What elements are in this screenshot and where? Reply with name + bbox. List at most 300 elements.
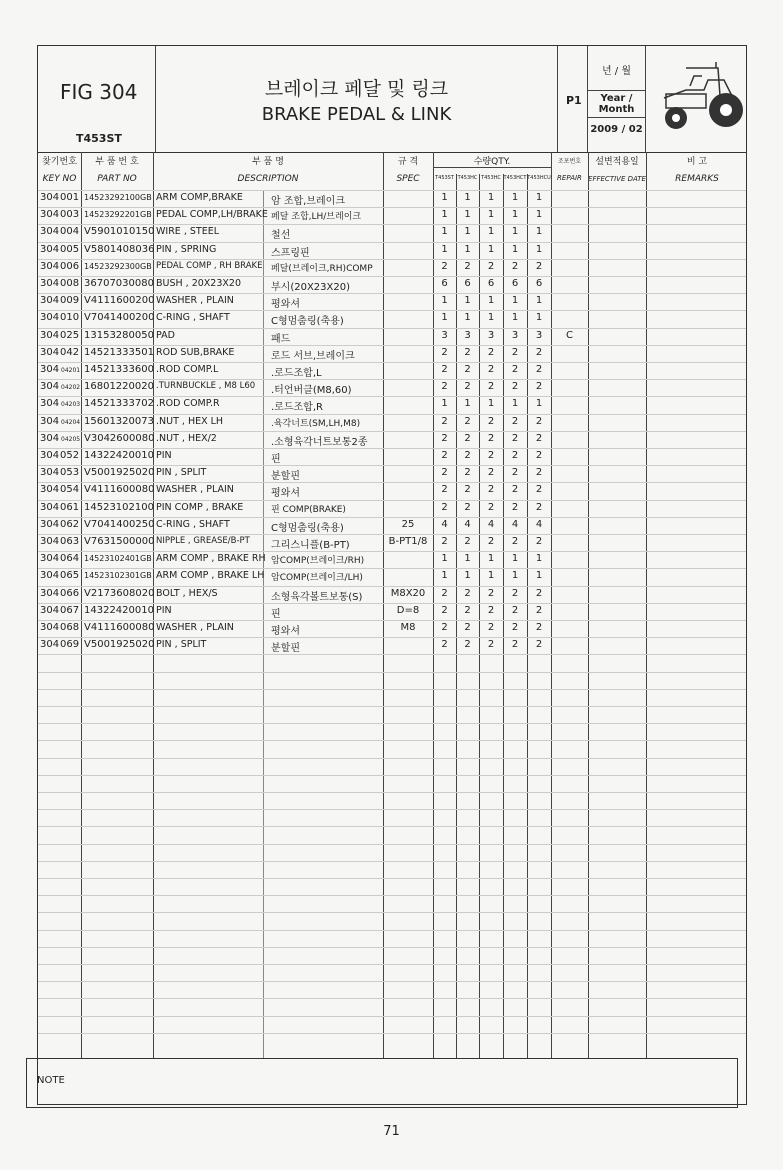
col-remarks-ko: 비 고 [686,157,708,167]
spec-cell: M8X20 [390,587,426,599]
description-cell: WASHER , PLAIN [156,622,234,633]
page-code-box [558,46,588,152]
part-no-cell: V4111600200 [84,295,155,307]
col-key-ko: 찾기번호 [42,157,77,167]
qty-cell: 3 [464,329,471,341]
qty-cell: 2 [511,415,519,427]
part-no-cell: V3042600080 [84,432,155,444]
col-qty-4: T453HCT [503,175,527,181]
fig-box [38,46,156,152]
description-cell: .TURNBUCKLE , M8 L60 [156,381,256,392]
qty-cell: 2 [464,622,471,633]
qty-cell: 4 [441,518,448,530]
fig-number: FIG 304 [60,80,138,104]
key-cell: 008 [60,278,80,289]
qty-cell: 2 [464,484,471,496]
qty-cell: 4 [464,518,471,530]
qty-cell: 1 [511,226,519,238]
qty-cell: 1 [511,295,519,307]
qty-cell: 2 [535,587,543,599]
qty-cell: 1 [511,192,519,203]
qty-cell: 1 [511,398,519,410]
key-cell: 064 [60,553,80,565]
issue-date: 2009 / 02 [590,124,643,135]
table-row [38,568,746,585]
fig-cell: 304 [40,639,60,651]
table-row [38,414,746,431]
description-cell: WASHER , PLAIN [156,484,234,496]
qty-cell: 2 [535,450,543,461]
table-row [38,448,746,465]
table-row [38,207,746,224]
description-cell: PIN [156,450,172,461]
tractor-icon [646,46,748,152]
key-cell: 052 [60,450,80,461]
table-row [38,517,746,534]
korean-name-cell: 평와셔 [271,299,300,311]
fig-cell: 304 [40,364,60,375]
qty-cell: 1 [464,226,471,238]
description-cell: ROD SUB,BRAKE [156,346,235,358]
part-no-cell: 14523292300GB [84,261,152,271]
table-row [38,328,746,345]
table-row [38,500,746,517]
qty-cell: 2 [511,467,519,479]
spec-cell: M8 [400,622,416,633]
korean-name-cell: 핀 COMP(BRAKE) [271,504,346,515]
qty-cell: 2 [535,639,543,651]
qty-cell: 2 [441,622,448,633]
qty-cell: 2 [464,450,471,461]
description-cell: PIN COMP , BRAKE [156,501,244,513]
table-row [38,637,746,654]
key-cell: 010 [60,312,80,324]
description-cell: ARM COMP , BRAKE LH [156,570,265,582]
part-no-cell: V2173608020 [84,587,155,599]
qty-cell: 2 [487,260,495,272]
korean-name-cell: 그리스니플(B-PT) [271,540,350,551]
qty-cell: 1 [487,312,495,324]
description-cell: .ROD COMP.L [156,364,219,375]
part-no-cell: V7041400250 [84,518,155,530]
qty-cell: 6 [464,278,471,289]
description-cell: ARM COMP,BRAKE [156,192,243,203]
korean-name-cell: 암COMP(브레이크/LH) [271,573,363,584]
qty-cell: 2 [464,432,471,444]
qty-cell: 2 [441,536,448,547]
qty-cell: 2 [441,484,448,496]
description-cell: C-RING , SHAFT [156,312,230,324]
part-no-cell: V4111600080 [84,622,155,633]
qty-cell: 6 [535,278,543,289]
key-cell: 062 [60,518,80,530]
table-row [38,276,746,293]
fig-cell: 304 [40,295,60,307]
key-cell: 005 [60,243,80,255]
fig-cell: 304 [40,415,60,427]
part-no-cell: 14523292100GB [84,193,152,202]
qty-cell: 1 [464,570,471,582]
qty-cell: 2 [441,639,448,651]
qty-cell: 2 [464,587,471,599]
table-row [38,620,746,637]
qty-cell: 2 [487,381,495,393]
qty-cell: 2 [464,415,471,427]
qty-cell: 1 [487,226,495,238]
table-row [38,379,746,396]
col-remarks-en: REMARKS [675,174,719,184]
col-qty-5: T453HCU [527,175,551,181]
key-cell: 063 [60,536,80,547]
col-qty: 수량QTY. [433,154,551,168]
table-row [38,362,746,379]
qty-cell: 6 [441,278,448,289]
korean-name-cell: C형멈춤링(축용) [271,316,344,328]
qty-cell: 1 [487,243,495,255]
korean-name-cell: 로드 서브,브레이크 [271,350,355,362]
description-cell: .NUT , HEX/2 [156,432,217,444]
key-cell: 04203 [61,401,81,409]
qty-cell: 6 [487,278,495,289]
qty-cell: 2 [441,381,448,393]
key-cell: 065 [60,570,80,582]
date-box [588,46,646,152]
qty-cell: 2 [441,467,448,479]
qty-cell: 2 [511,346,519,358]
fig-cell: 304 [40,192,60,203]
korean-name-cell: C형멈춤링(축용) [271,522,344,534]
col-desc-ko: 부 품 명 [252,157,284,167]
description-cell: ARM COMP , BRAKE RH [156,553,266,565]
qty-cell: 2 [511,501,519,513]
qty-cell: 2 [535,381,543,393]
qty-cell: 2 [441,501,448,513]
fig-cell: 304 [40,622,60,633]
table-row [38,259,746,276]
qty-cell: 1 [441,226,448,238]
qty-cell: 2 [464,501,471,513]
year-month-ko: 년 / 월 [601,66,632,77]
col-qty-3: T453HC [481,175,501,181]
korean-name-cell: .터언버클(M8,60) [271,385,352,397]
qty-cell: 1 [487,398,495,410]
korean-name-cell: .로드조합,L [271,368,322,379]
table-row [38,293,746,310]
sheet-header [38,46,746,153]
qty-cell: 4 [487,518,495,530]
qty-cell: 2 [535,484,543,496]
qty-cell: 1 [535,192,543,203]
qty-cell: 2 [487,587,495,599]
qty-cell: 1 [441,243,448,255]
part-no-cell: 14322420010 [84,604,154,616]
table-row [38,190,746,207]
korean-name-cell: 부시(20X23X20) [271,282,350,293]
korean-name-cell: 철선 [271,230,291,242]
key-cell: 001 [60,192,80,203]
parts-sheet [37,45,747,1105]
qty-cell: 1 [535,243,543,255]
key-cell: 025 [60,329,80,341]
qty-cell: 2 [441,364,448,375]
qty-cell: 2 [464,346,471,358]
key-cell: 04204 [61,418,81,426]
qty-cell: 1 [535,226,543,238]
part-no-cell: 14523102401GB [84,554,152,564]
part-no-cell: V5001925020 [84,467,155,479]
korean-name-cell: 핀 [271,454,281,465]
fig-cell: 304 [40,553,60,565]
col-part-en: PART NO [97,174,137,184]
qty-cell: 2 [441,432,448,444]
table-row [38,396,746,413]
col-spec-ko: 규 격 [397,157,419,167]
fig-cell: 304 [40,432,60,444]
qty-cell: 2 [441,415,448,427]
korean-name-cell: 암COMP(브레이크/RH) [271,556,365,567]
qty-cell: 1 [535,209,543,221]
key-cell: 061 [60,501,80,513]
table-row [38,465,746,482]
description-cell: WASHER , PLAIN [156,295,234,307]
qty-cell: 1 [511,570,519,582]
qty-cell: 2 [487,639,495,651]
col-repair-en: REPAIR [557,174,582,182]
description-cell: .NUT , HEX LH [156,415,224,427]
table-row [38,551,746,568]
qty-cell: 2 [441,260,448,272]
title-korean: 브레이크 페달 및 링크 [264,78,449,100]
qty-cell: 1 [464,192,471,203]
qty-cell: 1 [441,209,448,221]
korean-name-cell: 소형육각볼트보통(S) [271,591,363,603]
qty-cell: 3 [487,329,495,341]
qty-cell: 2 [464,604,471,616]
col-key-en: KEY NO [42,174,77,184]
qty-cell: 1 [535,570,543,582]
fig-cell: 304 [40,501,60,513]
title-box [156,46,558,152]
qty-cell: 1 [535,398,543,410]
qty-cell: 2 [487,364,495,375]
key-cell: 004 [60,226,80,238]
description-cell: PEDAL COMP,LH/BRAKE [156,209,268,221]
qty-cell: 1 [441,295,448,307]
qty-cell: 2 [535,415,543,427]
description-cell: PAD [156,329,175,341]
qty-cell: 2 [487,484,495,496]
qty-cell: 2 [487,415,495,427]
key-cell: 006 [60,260,80,272]
table-row [38,431,746,448]
qty-cell: 2 [535,432,543,444]
table-row [38,603,746,620]
repair-cell: C [566,329,573,341]
qty-cell: 2 [535,260,543,272]
part-no-cell: 36707030080 [84,278,154,289]
column-headers [38,152,746,191]
qty-cell: 2 [511,381,519,393]
fig-cell: 304 [40,536,60,547]
tractor-illustration [646,46,748,152]
qty-cell: 2 [511,432,519,444]
qty-cell: 1 [441,312,448,324]
col-qty-1: T453ST [435,175,454,181]
part-no-cell: V4111600080 [84,484,155,496]
qty-cell: 2 [535,604,543,616]
key-cell: 067 [60,604,80,616]
qty-cell: 1 [511,312,519,324]
korean-name-cell: .육각너트(SM,LH,M8) [271,418,361,429]
qty-cell: 2 [511,604,519,616]
fig-cell: 304 [40,398,60,410]
col-qty-2: T453HC [457,175,478,181]
qty-cell: 2 [464,364,471,375]
part-no-cell: 14521333501 [84,346,154,358]
qty-cell: 1 [511,243,519,255]
fig-cell: 304 [40,346,60,358]
qty-cell: 1 [535,312,543,324]
fig-cell: 304 [40,484,60,496]
fig-cell: 304 [40,278,60,289]
korean-name-cell: 패드 [271,333,291,345]
description-cell: BOLT , HEX/S [156,587,218,599]
qty-cell: 2 [464,260,471,272]
qty-cell: 4 [535,518,543,530]
fig-cell: 304 [40,260,60,272]
qty-cell: 1 [487,209,495,221]
page-code: P1 [566,94,582,107]
qty-cell: 1 [511,553,519,565]
qty-cell: 2 [511,364,519,375]
qty-cell: 1 [487,295,495,307]
part-no-cell: 14322420010 [84,450,154,461]
description-cell: PIN , SPLIT [156,467,207,479]
korean-name-cell: 분할핀 [271,471,300,483]
qty-cell: 2 [464,536,471,547]
qty-cell: 1 [487,192,495,203]
page-number: 71 [383,1124,400,1139]
fig-cell: 304 [40,209,60,221]
note-box [26,1058,738,1108]
qty-cell: 2 [487,622,495,633]
fig-cell: 304 [40,467,60,479]
fig-cell: 304 [40,587,60,599]
qty-cell: 3 [535,329,543,341]
qty-cell: 3 [511,329,519,341]
qty-cell: 1 [464,243,471,255]
part-no-cell: 13153280050 [84,329,154,341]
fig-cell: 304 [40,226,60,238]
fig-cell: 304 [40,329,60,341]
fig-cell: 304 [40,604,60,616]
korean-name-cell: .소형육각너트보통2종 [271,436,368,448]
korean-name-cell: 평와셔 [271,488,300,500]
key-cell: 009 [60,295,80,307]
korean-name-cell: 암 조합,브레이크 [271,196,345,207]
qty-cell: 2 [535,364,543,375]
table-row [38,534,746,551]
qty-cell: 1 [487,570,495,582]
spec-cell: B-PT1/8 [388,536,428,547]
qty-cell: 1 [464,295,471,307]
description-cell: WIRE , STEEL [156,226,219,238]
part-no-cell: V7041400200 [84,312,155,324]
part-no-cell: V5901010150 [84,226,155,238]
col-eff-en: EFFECTIVE DATE [588,175,646,183]
qty-cell: 2 [511,536,519,547]
part-no-cell: V7631500000 [84,536,155,547]
part-no-cell: 14523102301GB [84,571,152,581]
key-cell: 054 [60,484,80,496]
qty-cell: 1 [535,553,543,565]
qty-cell: 1 [441,192,448,203]
key-cell: 04202 [61,384,81,392]
description-cell: C-RING , SHAFT [156,518,230,530]
key-cell: 042 [60,346,80,358]
key-cell: 066 [60,587,80,599]
col-repair-ko: 조포번호 [557,158,582,165]
qty-cell: 1 [464,398,471,410]
qty-cell: 1 [441,398,448,410]
year-month-en: Year / Month [588,90,645,118]
qty-cell: 2 [535,467,543,479]
table-row [38,242,746,259]
part-no-cell: V5001925020 [84,639,155,651]
qty-cell: 1 [511,209,519,221]
fig-cell: 304 [40,570,60,582]
key-cell: 04201 [61,367,81,374]
qty-cell: 1 [464,553,471,565]
qty-cell: 2 [535,346,543,358]
key-cell: 068 [60,622,80,633]
qty-cell: 2 [464,467,471,479]
part-no-cell: 14523102100 [84,501,154,513]
qty-cell: 4 [511,518,519,530]
qty-cell: 2 [511,587,519,599]
korean-name-cell: 페달(브레이크,RH)COMP [271,263,373,274]
col-desc-en: DESCRIPTION [237,174,299,184]
fig-cell: 304 [40,518,60,530]
fig-cell: 304 [40,312,60,324]
qty-cell: 2 [535,501,543,513]
qty-cell: 3 [441,329,448,341]
qty-cell: 2 [487,432,495,444]
part-no-cell: V5801408036 [84,243,155,255]
qty-cell: 2 [487,604,495,616]
qty-cell: 2 [511,484,519,496]
spec-cell: 25 [401,518,415,530]
col-spec-en: SPEC [396,174,420,184]
qty-cell: 2 [487,450,495,461]
qty-cell: 2 [511,450,519,461]
qty-cell: 1 [464,312,471,324]
description-cell: PIN , SPLIT [156,639,207,651]
table-row [38,586,746,603]
qty-cell: 2 [487,346,495,358]
spec-cell: D=8 [396,604,420,616]
col-part-ko: 부 품 번 호 [95,157,139,167]
table-row [38,224,746,241]
key-cell: 053 [60,467,80,479]
korean-name-cell: 스프링핀 [271,247,310,259]
qty-cell: 2 [487,467,495,479]
description-cell: PIN , SPRING [156,243,217,255]
part-no-cell: 14521333702 [84,398,154,410]
qty-cell: 2 [511,639,519,651]
qty-cell: 2 [511,260,519,272]
note-label: NOTE [37,1075,65,1086]
